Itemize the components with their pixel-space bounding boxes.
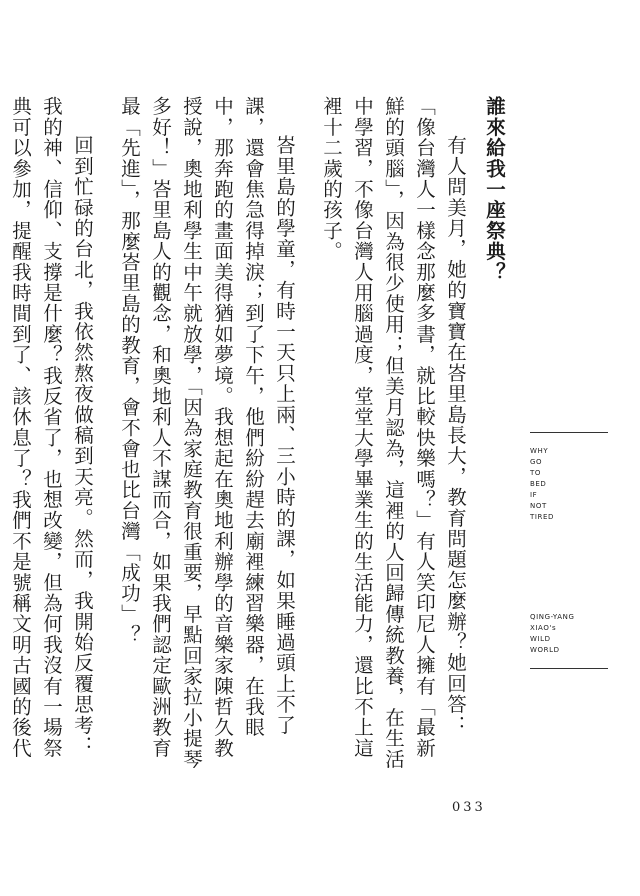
series-title-line: WHY [530,447,549,455]
paragraph: 有人問美月，她的寶寶在峇里島長大，教育問題怎麼辦？她回答：「像台灣人一樣念那麼多書，就比較快樂嗎？」有人笑印尼人擁有「最新鮮的頭腦」，因為很少使用；但美月認為，這裡的人回歸傳統教養，在生活中學習，不像台灣人用腦過度，堂堂大學畢業生的生活能力，還比不上這裡十二歲的孩子。 [320,96,467,770]
author-credit-line: XIAO's [530,624,557,632]
series-title [530,446,608,523]
side-rule-top [530,432,608,433]
series-title-line: BED [530,480,547,488]
vertical-text-body [9,96,510,776]
series-title-line: NOT [530,502,547,510]
series-title-line: IF [530,491,538,499]
side-rule-bottom [530,668,608,669]
author-credit [530,612,608,656]
paragraph: 峇里島的學童，有時一天只上兩、三小時的課，如果睡過頭上不了課，還會焦急得掉淚；到了下午，他們紛紛趕去廟裡練習樂器，在我眼中，那奔跑的畫面美得猶如夢境。我想起在奧地利辦學的音樂家陳哲久教授說，奧地利學生中午就放學，「因為家庭教育很重要，早點回家拉小提琴多好！」峇里島人的觀念，和奧地利人不謀而合，如果我們認定歐洲教育最「先進」，那麼峇里島的教育，會不會也比台灣「成功」？ [118,96,296,770]
series-title-line: TIRED [530,513,555,521]
author-credit-line: WORLD [530,646,560,654]
section-heading: 誰來給我一座祭典？ [483,96,506,283]
author-credit-line: WILD [530,635,551,643]
series-title-line: TO [530,469,541,477]
paragraph: 回到忙碌的台北，我依然熬夜做稿到天亮。然而，我開始反覆思考：我的神、信仰、支撐是什麼？我反省了，也想改變，但為何我沒有一場祭典可以參加，提醒我時間到了、該休息了？我們不是號稱文明古國的後代 [9,96,94,759]
author-credit-line: QING-YANG [530,613,575,621]
series-title-line: GO [530,458,543,466]
page-number: 033 [452,800,486,815]
